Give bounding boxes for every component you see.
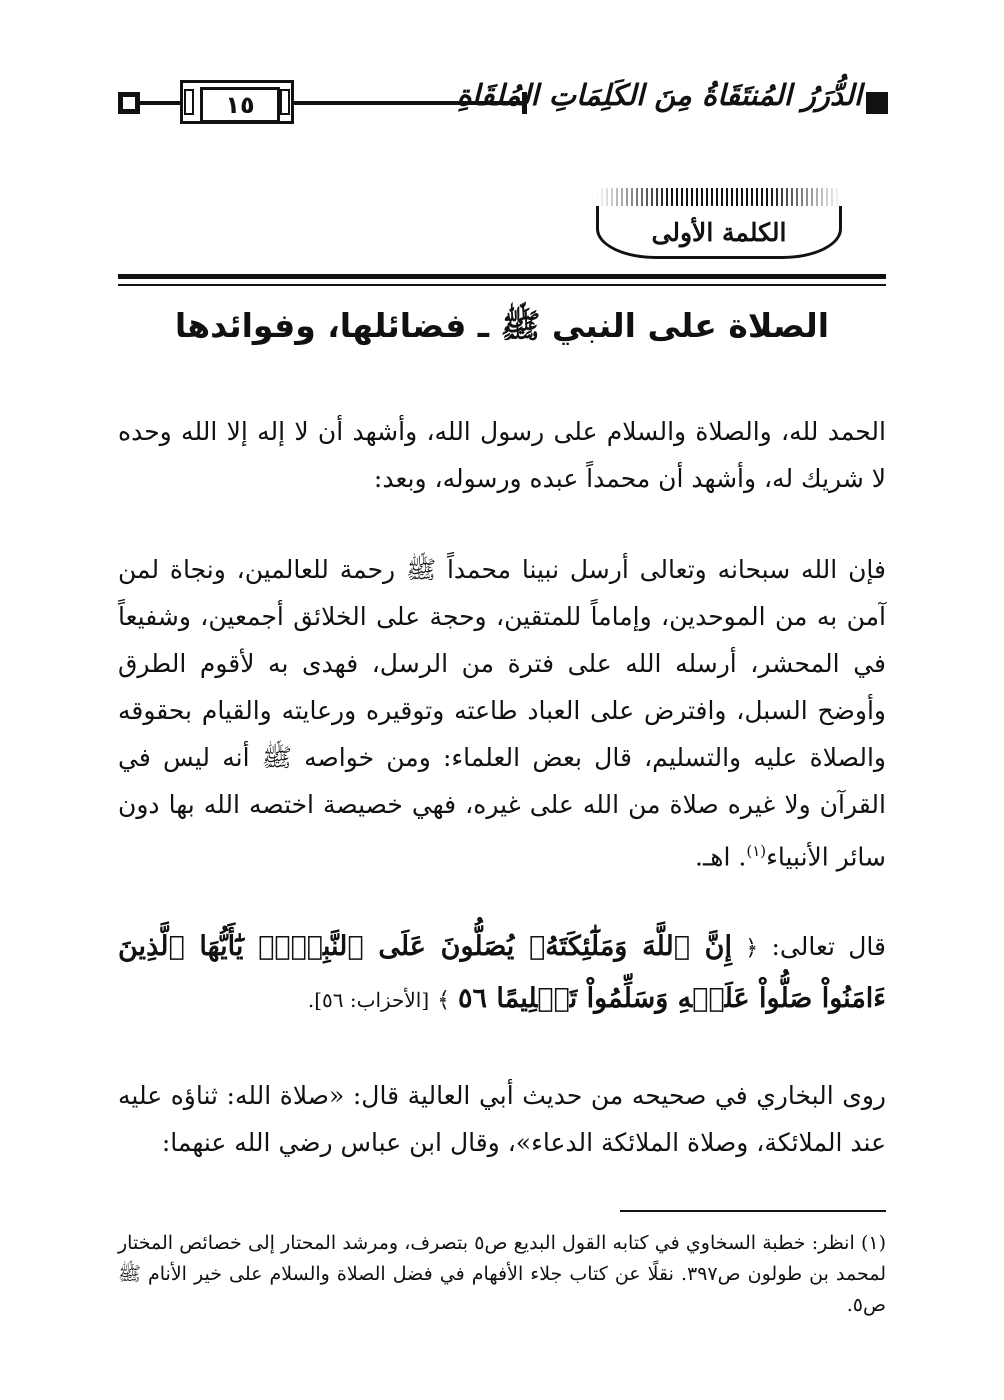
page-number-frame xyxy=(180,80,294,124)
running-title: الدُّرَرُ المُنتَقَاةُ مِنَ الكَلِمَاتِ المُلقَاةِ xyxy=(456,78,862,112)
chapter-label-ornament xyxy=(596,188,842,258)
paragraph-end: . اهـ. xyxy=(695,842,747,872)
header-ornament-square-right xyxy=(866,92,888,114)
paragraph-intro: الحمد لله، والصلاة والسلام على رسول الله، وأشهد أن لا إله إلا الله وحده لا شريك له، وأشهد أن محمداً عبده ورسوله، وبعد: xyxy=(118,417,886,493)
verse-intro: قال تعالى: xyxy=(758,932,887,961)
verse-bracket-close: ﴾ xyxy=(437,988,451,1013)
paragraph-prophet-mission xyxy=(118,546,886,880)
chapter-label: الكلمة الأولى xyxy=(651,218,787,247)
header-ornament-square-left xyxy=(118,92,140,114)
paragraph-text: فإن الله سبحانه وتعالى أرسل نبينا محمداً ﷺ رحمة للعالمين، ونجاة لمن آمن به من الموحدين، وإماماً للمتقين، وحجة على الخلائق أجمعين، وشفيعاً في المحشر، أرسله الله على فترة من الرسل، فهدى به لأقوم الطرق وأوضح السبل، وافترض على العباد طاعته وتوقيره ورعايته والقيام بحقوقه والصلاة عليه والتسليم، قال بعض العلماء: ومن خواصه ﷺ أنه ليس في القرآن ولا غيره صلاة من الله على غيره، فهي خصيصة اختصه الله بها دون سائر الأنبياء xyxy=(118,555,886,872)
footnote-marker: (١) xyxy=(746,842,767,860)
page-header xyxy=(118,76,888,128)
footnote-divider xyxy=(620,1210,886,1212)
page-title: الصلاة على النبي ﷺ ـ فضائلها، وفوائدها xyxy=(174,306,830,345)
verse-reference: [الأحزاب: ٥٦]. xyxy=(307,988,430,1012)
paragraph-hadith: روى البخاري في صحيحه من حديث أبي العالية قال: «صلاة الله: ثناؤه عليه عند الملائكة، وصلاة الملائكة الدعاء»، وقال ابن عباس رضي الله عنهما: xyxy=(118,1081,886,1157)
page-number: ١٥ xyxy=(225,91,255,119)
quran-verse: إِنَّ ٱللَّهَ وَمَلَٰٓئِكَتَهُۥ يُصَلُّونَ عَلَى ٱلنَّبِيِّۚ يَٰٓأَيُّهَا ٱلَّذِينَ ءَامَنُواْ صَلُّواْ عَلَيۡهِ وَسَلِّمُواْ تَسۡلِيمًا ٥٦ xyxy=(118,931,886,1014)
verse-bracket-open: ﴿ xyxy=(745,936,759,961)
header-rule xyxy=(140,101,180,105)
section-divider xyxy=(118,274,886,279)
section-divider xyxy=(118,284,886,286)
paragraph-quran-verse xyxy=(118,922,886,1026)
footnote: (١) انظر: خطبة السخاوي في كتابه القول البديع ص٥ بتصرف، ومرشد المحتار إلى خصائص المختار لمحمد بن طولون ص٣٩٧. نقلًا عن كتاب جلاء الأفهام في فضل الصلاة والسلام على خير الأنام ﷺ ص٥. xyxy=(118,1232,886,1316)
